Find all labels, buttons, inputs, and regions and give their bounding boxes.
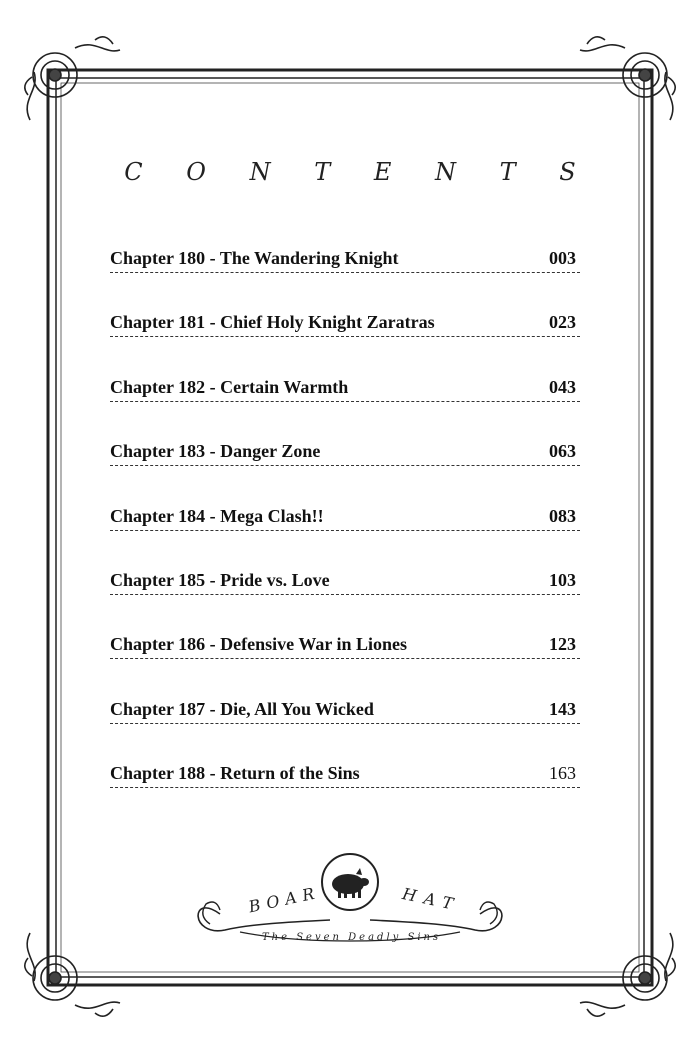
toc-entry <box>110 240 580 304</box>
dashed-divider <box>110 530 580 531</box>
toc-entry-page: 003 <box>549 248 576 268</box>
boar-hat-logo <box>180 852 520 962</box>
corner-ornament-bottom-right <box>580 933 675 1016</box>
toc-entry <box>110 369 580 433</box>
logo-word-left: BOAR <box>246 882 322 917</box>
toc-entry-label: Chapter 180 - The Wandering Knight <box>110 248 399 268</box>
corner-ornament-top-right <box>580 37 675 120</box>
corner-ornament-top-left <box>25 37 120 120</box>
toc-entry-page: 143 <box>549 698 576 719</box>
toc-entry-label: Chapter 186 - Defensive War in Liones <box>110 634 408 655</box>
toc-entry-page: 063 <box>549 441 576 462</box>
page-title: C O N T E N T S <box>124 158 594 186</box>
corner-ornament-bottom-left <box>25 933 120 1016</box>
toc-entry-page: 083 <box>549 505 576 526</box>
toc-entry-page: 023 <box>549 312 576 333</box>
boar-hat-emblem <box>180 852 520 962</box>
toc-entry <box>110 562 580 626</box>
pig-icon <box>332 868 369 898</box>
toc-entry-label: Chapter 188 - Return of the Sins <box>110 763 360 784</box>
dashed-divider <box>110 336 580 337</box>
dashed-divider <box>110 658 580 659</box>
dashed-divider <box>110 465 580 466</box>
toc-entry-label: Chapter 181 - Chief Holy Knight Zaratras <box>110 312 435 333</box>
toc-entry <box>110 304 580 368</box>
toc-entry-page: 123 <box>549 634 576 655</box>
toc-entry-page: 163 <box>549 763 576 784</box>
logo-word-right: HAT <box>400 884 463 915</box>
dashed-divider <box>110 272 580 273</box>
table-of-contents <box>110 240 580 820</box>
toc-entry-label: Chapter 183 - Danger Zone <box>110 441 321 462</box>
toc-entry-page: 103 <box>549 569 576 590</box>
toc-entry <box>110 626 580 690</box>
logo-tagline: The Seven Deadly Sins <box>262 932 442 943</box>
dashed-divider <box>110 787 580 788</box>
toc-entry-label: Chapter 184 - Mega Clash!! <box>110 505 324 526</box>
toc-entry <box>110 755 580 819</box>
toc-entry <box>110 433 580 497</box>
toc-entry-page: 043 <box>549 376 576 397</box>
toc-entry <box>110 691 580 755</box>
toc-entry <box>110 498 580 562</box>
dashed-divider <box>110 594 580 595</box>
toc-entry-label: Chapter 185 - Pride vs. Love <box>110 569 330 590</box>
dashed-divider <box>110 723 580 724</box>
toc-entry-label: Chapter 182 - Certain Warmth <box>110 376 349 397</box>
dashed-divider <box>110 401 580 402</box>
toc-entry-label: Chapter 187 - Die, All You Wicked <box>110 698 374 719</box>
